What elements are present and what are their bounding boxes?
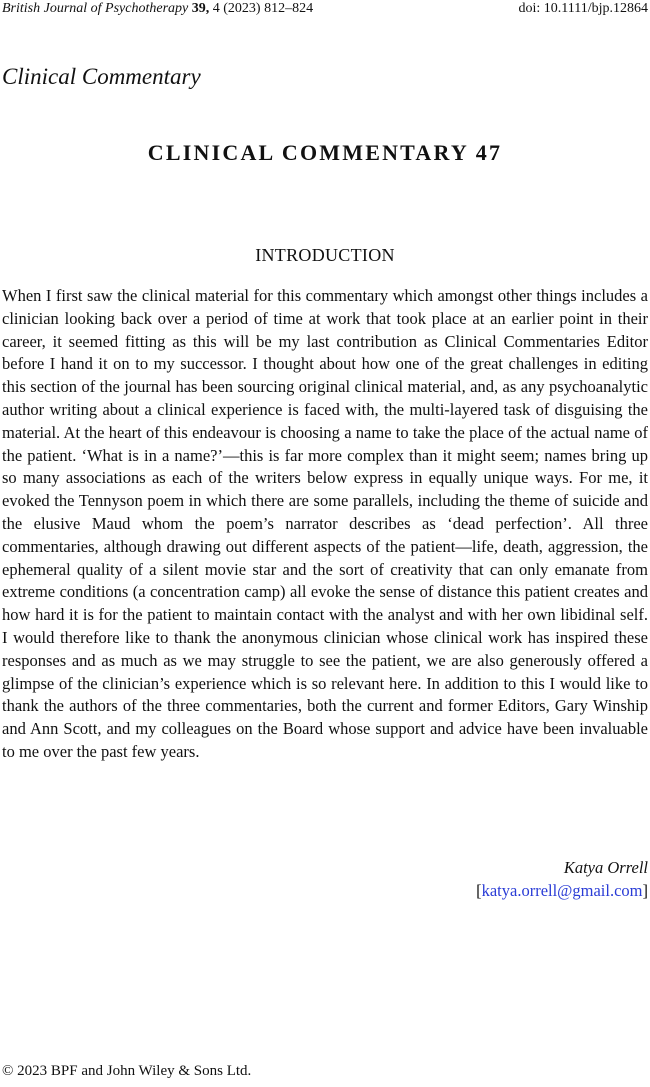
journal-name: British Journal of Psychotherapy	[2, 1, 189, 16]
issue-pages: 4 (2023) 812–824	[209, 1, 314, 16]
section-heading: INTRODUCTION	[255, 245, 395, 265]
section-label: Clinical Commentary	[2, 64, 201, 89]
running-header	[0, 0, 650, 22]
bracket-open: [	[476, 881, 482, 900]
email-link[interactable]: katya.orrell@gmail.com	[481, 881, 643, 900]
body-paragraph: When I first saw the clinical material for this commentary which amongst other things includes a clinician looking back over a period of time at work that took place at an earlier point in their career, it seemed fitting as this will be my last contribution as Clinical Commentaries Editor before I hand it on to my successor. I thought about how one of the great challenges in editing this section of the journal has been sourcing original clinical material, and, as any psychoanalytic author writing about a clinical experience is faced with, the multi-layered task of disguising the material. At the heart of this endeavour is choosing a name to take the place of the actual name of the patient. ‘What is in a name?’—this is far more complex than it might seem; names bring up so many associations as each of the writers below express in equally unique ways. For me, it evoked the Tennyson poem in which there are some parallels, including the theme of suicide and the elusive Maud whom the poem’s narrator describes as ‘dead perfection’. All three commentaries, although drawing out different aspects of the patient—life, death, aggression, the ephemeral quality of a silent movie star and the sort of creativity that can only emanate from extreme conditions (a concentration camp) all evoke the sense of distance this patient creates and how hard it is for the patient to maintain contact with the analyst and with her own libidinal self. I would therefore like to thank the anonymous clinician whose clinical work has inspired these responses and as much as we may struggle to see the patient, we are also generously offered a glimpse of the clinician’s experience which is so relevant here. In addition to this I would like to thank the authors of the three commentaries, both the current and former Editors, Gary Winship and Ann Scott, and my colleagues on the Board whose support and advice have been invaluable to me over the past few years.	[2, 286, 648, 761]
article-title: CLINICAL COMMENTARY 47	[147, 140, 503, 165]
journal-citation	[2, 0, 313, 18]
doi: doi: 10.1111/bjp.12864	[518, 1, 648, 16]
copyright-notice: © 2023 BPF and John Wiley & Sons Ltd.	[2, 1063, 252, 1079]
volume-number: 39,	[191, 1, 210, 16]
author-name: Katya Orrell	[563, 858, 648, 877]
bracket-close: ]	[642, 881, 648, 900]
author-contact	[476, 881, 648, 901]
